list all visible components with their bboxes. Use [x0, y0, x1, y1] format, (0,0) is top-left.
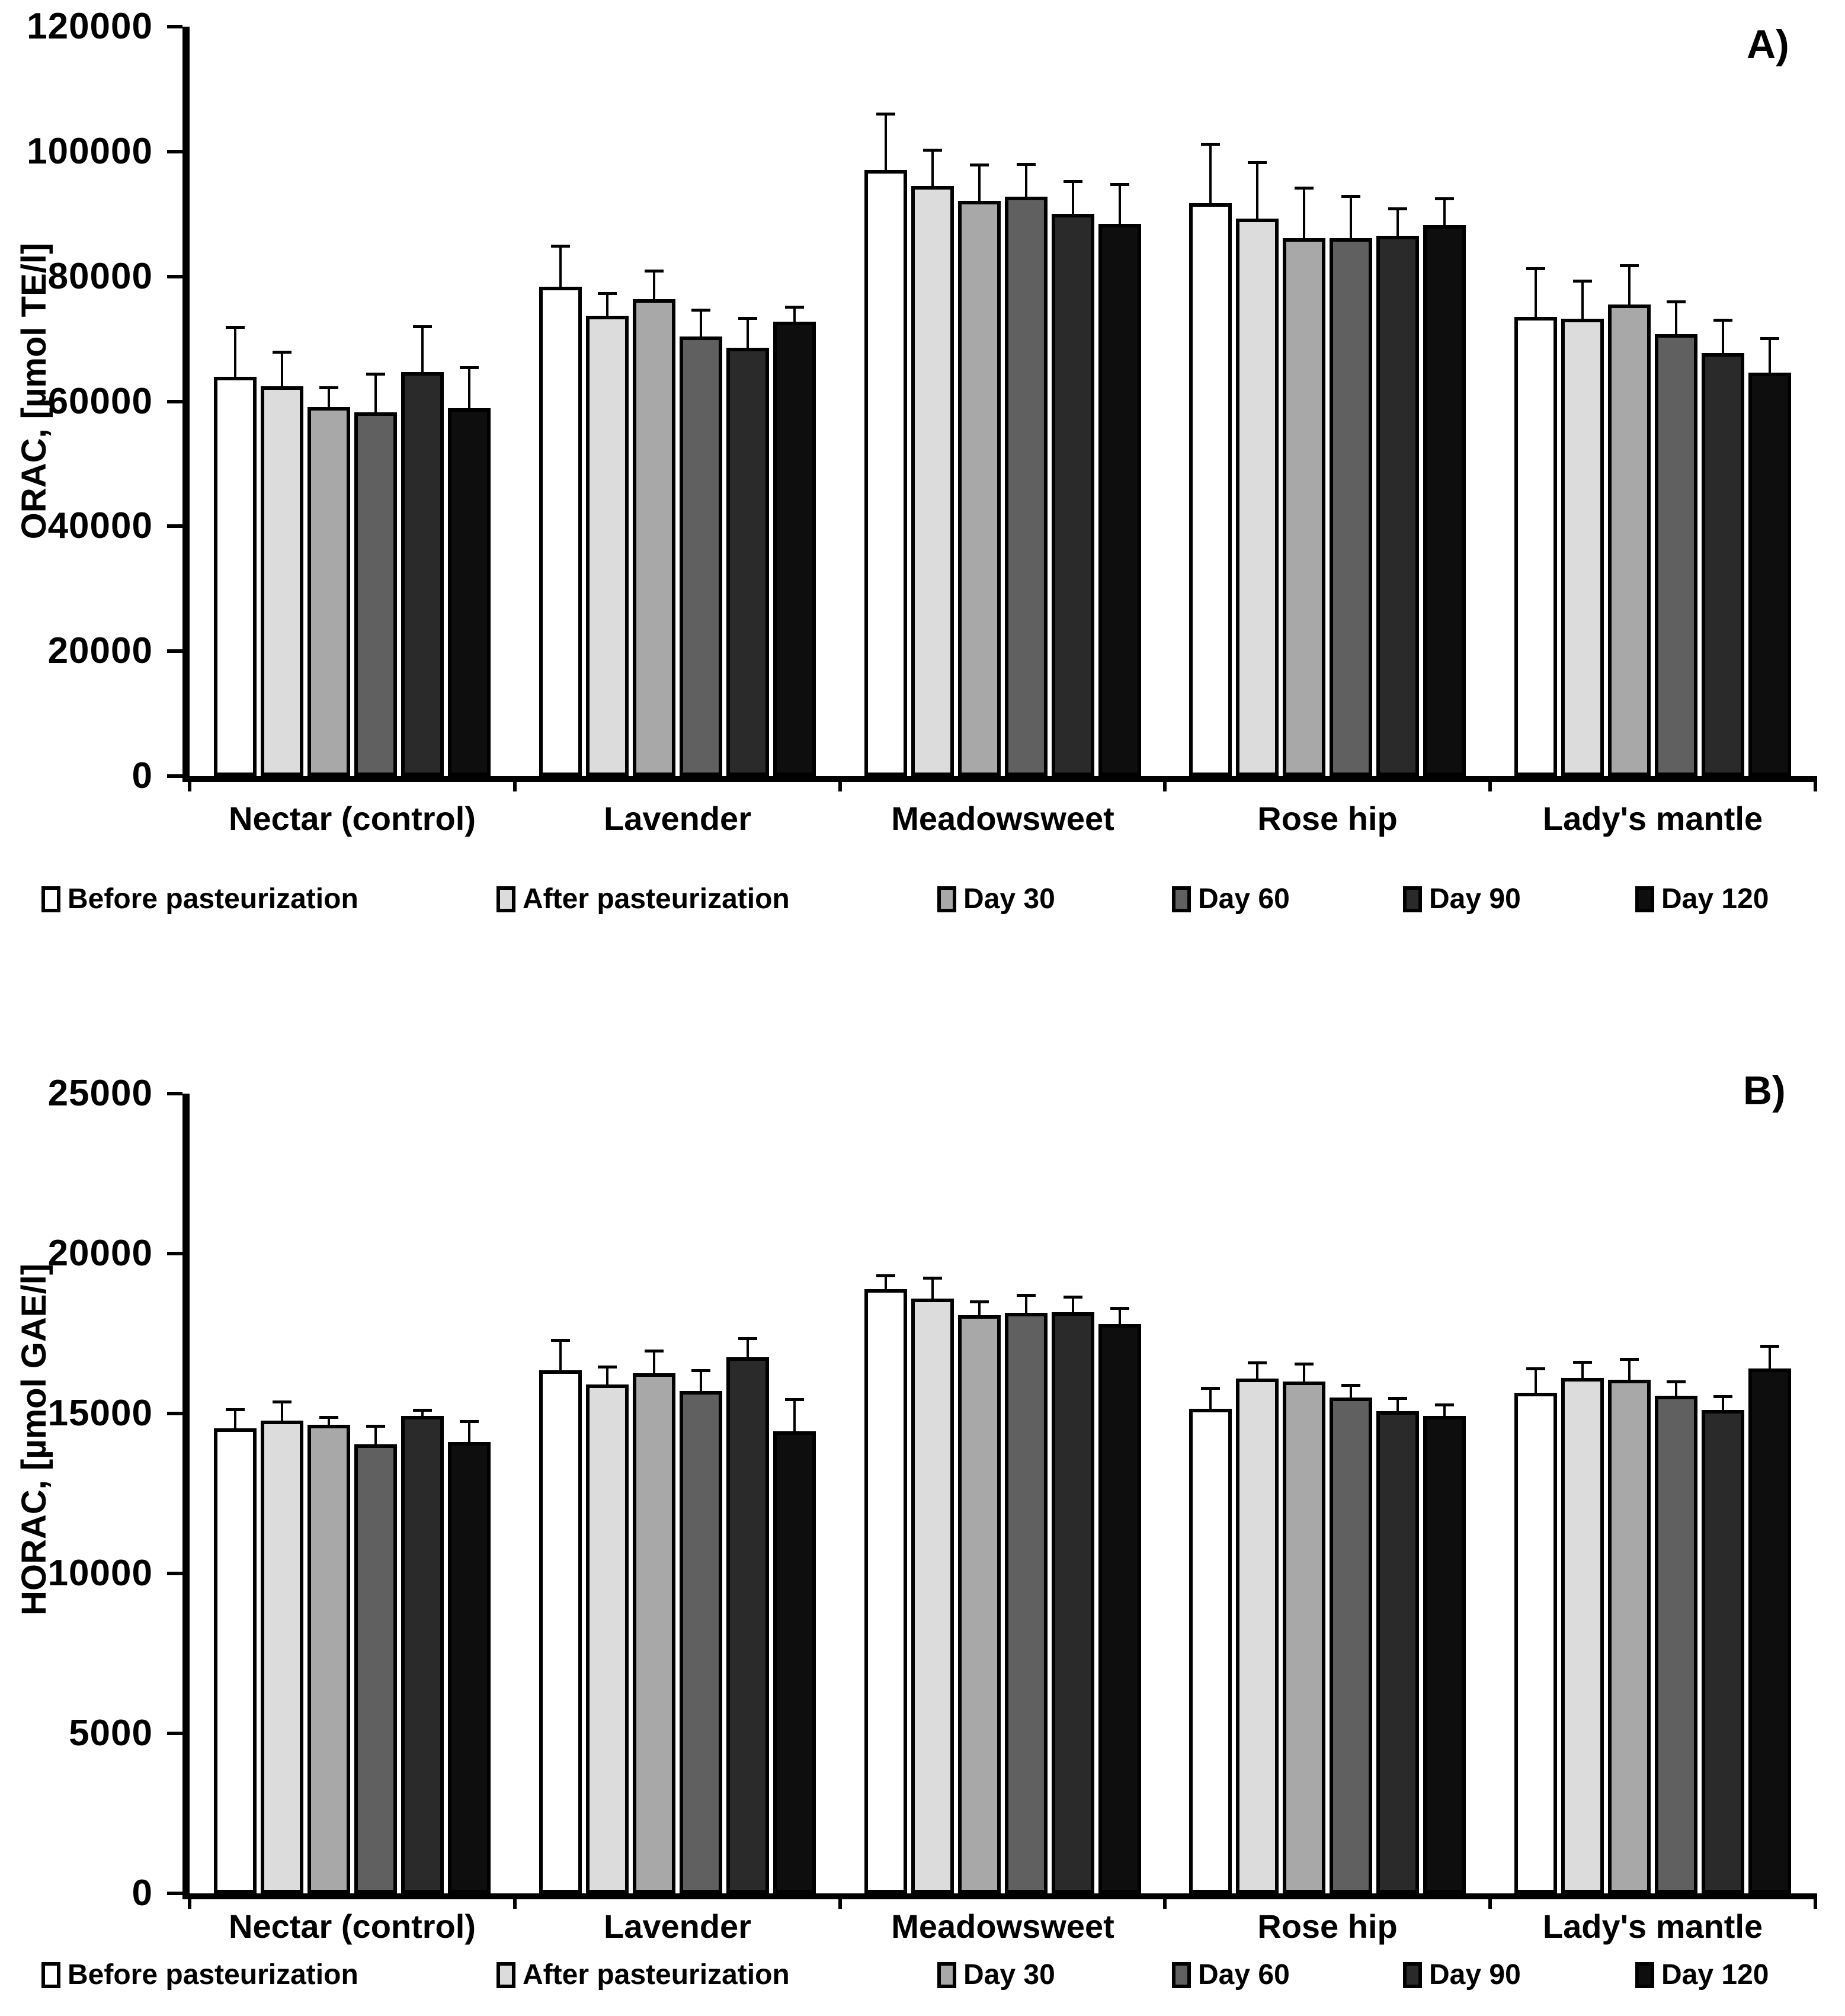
- error-bar: [1303, 1364, 1305, 1382]
- error-bar: [1535, 268, 1537, 317]
- bar-day-120: [1098, 1324, 1141, 1893]
- bar-before-pasteurization: [1189, 1409, 1232, 1893]
- category-label-lady-s-mantle: Lady's mantle: [1542, 1908, 1763, 1945]
- x-tick-mark: [1488, 776, 1492, 791]
- error-bar-cap: [1435, 197, 1454, 200]
- bar-after-pasteurization: [1561, 319, 1604, 776]
- legend-swatch: [497, 886, 515, 912]
- bar-day-120: [1748, 1368, 1791, 1893]
- error-bar-cap: [1620, 1358, 1639, 1361]
- y-tick-mark: [167, 524, 182, 528]
- y-tick-mark: [167, 1732, 182, 1735]
- error-bar-cap: [273, 1400, 292, 1403]
- legend-swatch: [41, 1962, 60, 1988]
- y-tick-label: 0: [132, 755, 153, 796]
- error-bar-cap: [319, 1416, 338, 1419]
- bar-day-30: [1283, 238, 1325, 776]
- error-bar: [468, 367, 470, 408]
- error-bar-cap: [1526, 267, 1545, 270]
- category-label-meadowsweet: Meadowsweet: [891, 1908, 1114, 1945]
- legend-label: Day 120: [1661, 1959, 1769, 1991]
- legend-swatch: [497, 1962, 515, 1988]
- error-bar: [1628, 265, 1631, 305]
- bar-before-pasteurization: [214, 1428, 257, 1893]
- error-bar-cap: [1760, 337, 1779, 340]
- error-bar: [1443, 198, 1446, 225]
- legend-swatch: [1635, 1962, 1654, 1988]
- error-bar-cap: [970, 164, 989, 166]
- x-tick-mark: [1488, 1893, 1492, 1909]
- bar-day-60: [1005, 1313, 1048, 1893]
- error-bar-cap: [1110, 1307, 1129, 1310]
- legend-swatch: [937, 886, 956, 912]
- error-bar: [1675, 1382, 1677, 1396]
- bar-day-30: [1608, 1380, 1651, 1893]
- bar-after-pasteurization: [1236, 1379, 1279, 1893]
- y-tick-mark: [167, 1892, 182, 1895]
- error-bar: [700, 1370, 702, 1391]
- error-bar-cap: [1201, 143, 1220, 146]
- error-bar: [281, 352, 283, 386]
- x-tick-mark: [1814, 1893, 1817, 1909]
- error-bar: [1025, 1295, 1027, 1313]
- bar-day-30: [633, 1373, 675, 1893]
- legend-label: Day 30: [963, 1959, 1055, 1991]
- category-label-lavender: Lavender: [604, 1908, 751, 1945]
- bar-before-pasteurization: [214, 377, 257, 776]
- error-bar-cap: [1064, 1296, 1082, 1299]
- error-bar-cap: [876, 1274, 895, 1277]
- bar-day-60: [1330, 1398, 1372, 1893]
- error-bar: [1209, 144, 1212, 203]
- error-bar: [931, 1278, 934, 1299]
- panel-label-b: B): [1743, 1068, 1786, 1113]
- bar-day-90: [401, 1416, 444, 1893]
- error-bar-cap: [645, 1350, 664, 1352]
- bar-day-60: [680, 336, 722, 776]
- bar-before-pasteurization: [1514, 317, 1557, 776]
- error-bar: [1581, 281, 1584, 319]
- error-bar-cap: [460, 1420, 479, 1423]
- error-bar-cap: [876, 113, 895, 116]
- error-bar-cap: [923, 149, 942, 152]
- bar-day-30: [308, 1425, 350, 1893]
- y-tick-label: 0: [132, 1873, 153, 1914]
- error-bar-cap: [1248, 1361, 1267, 1364]
- y-tick-mark: [167, 774, 182, 778]
- error-bar: [793, 1399, 796, 1431]
- error-bar-cap: [738, 317, 757, 320]
- legend-label: Day 90: [1429, 1959, 1521, 1991]
- bar-day-30: [958, 201, 1001, 776]
- error-bar-cap: [551, 1339, 570, 1342]
- bar-before-pasteurization: [539, 1370, 582, 1893]
- bar-before-pasteurization: [1514, 1393, 1557, 1893]
- error-bar-cap: [738, 1337, 757, 1340]
- error-bar: [1722, 1396, 1724, 1410]
- bar-day-120: [1098, 224, 1141, 776]
- error-bar-cap: [1573, 1361, 1592, 1364]
- bar-before-pasteurization: [1189, 203, 1232, 776]
- error-bar: [328, 387, 330, 407]
- error-bar: [1303, 188, 1305, 238]
- x-tick-mark: [1163, 776, 1167, 791]
- bar-day-30: [308, 407, 350, 776]
- legend-swatch: [1403, 886, 1422, 912]
- bar-day-60: [1655, 334, 1697, 776]
- legend-item-day-60: [1172, 883, 1290, 916]
- legend-item-day-30: [937, 883, 1055, 916]
- legend-swatch: [1172, 1962, 1191, 1988]
- bar-day-90: [401, 372, 444, 776]
- error-bar: [885, 1275, 887, 1289]
- category-label-nectar-control: Nectar (control): [229, 1908, 476, 1945]
- bar-day-120: [1423, 225, 1466, 776]
- y-tick-mark: [167, 649, 182, 653]
- x-tick-mark: [1163, 1893, 1167, 1909]
- y-tick-label: 120000: [27, 6, 153, 47]
- legend-label: After pasteurization: [523, 1959, 790, 1991]
- error-bar-cap: [1295, 187, 1314, 190]
- error-bar-cap: [785, 306, 804, 309]
- x-tick-mark: [838, 776, 842, 791]
- error-bar-cap: [1201, 1387, 1220, 1390]
- error-bar: [559, 246, 562, 287]
- y-axis-title-orac: ORAC, [µmol TE/l]: [15, 242, 53, 540]
- error-bar-cap: [1620, 264, 1639, 267]
- y-axis-title-horac: HORAC, [µmol GAE/l]: [15, 1263, 53, 1616]
- error-bar-cap: [366, 1425, 385, 1428]
- legend-label: Day 60: [1198, 883, 1290, 915]
- error-bar-cap: [923, 1277, 942, 1280]
- legend-label: Before pasteurization: [68, 883, 358, 915]
- error-bar-cap: [1388, 207, 1407, 210]
- x-tick-mark: [513, 776, 517, 791]
- legend-item-after-pasteurization: [497, 883, 790, 916]
- legend-label: Day 120: [1661, 883, 1769, 915]
- error-bar-cap: [1760, 1345, 1779, 1348]
- bar-day-60: [680, 1391, 722, 1893]
- legend-item-day-30: [937, 1959, 1055, 1992]
- error-bar: [1350, 1385, 1352, 1398]
- error-bar-cap: [1110, 183, 1129, 186]
- bar-day-30: [1283, 1382, 1325, 1893]
- legend-item-after-pasteurization: [497, 1959, 790, 1992]
- y-tick-mark: [167, 1572, 182, 1575]
- error-bar-cap: [413, 1409, 432, 1412]
- bar-after-pasteurization: [1236, 219, 1279, 776]
- legend-item-before-pasteurization: [41, 883, 358, 916]
- error-bar-cap: [273, 351, 292, 354]
- error-bar: [747, 1338, 749, 1357]
- error-bar: [1396, 1398, 1399, 1411]
- bar-after-pasteurization: [261, 1421, 303, 1893]
- error-bar-cap: [1017, 1294, 1036, 1297]
- legend-swatch: [41, 886, 60, 912]
- x-tick-mark: [188, 776, 191, 791]
- error-bar-cap: [460, 366, 479, 369]
- y-tick-mark: [167, 25, 182, 28]
- error-bar-cap: [1388, 1397, 1407, 1400]
- legend-label: Day 60: [1198, 1959, 1290, 1991]
- legend-item-before-pasteurization: [41, 1959, 358, 1992]
- y-tick-label: 80000: [47, 256, 153, 297]
- bar-day-60: [354, 412, 397, 776]
- legend-label: Before pasteurization: [68, 1959, 358, 1991]
- bar-day-30: [958, 1315, 1001, 1893]
- error-bar-cap: [1526, 1367, 1545, 1370]
- error-bar: [1722, 320, 1724, 353]
- x-tick-mark: [1814, 776, 1817, 791]
- error-bar-cap: [1341, 195, 1360, 198]
- error-bar: [374, 1426, 377, 1444]
- error-bar: [1675, 302, 1677, 334]
- error-bar: [559, 1340, 562, 1370]
- y-tick-label: 20000: [47, 1233, 153, 1274]
- legend-item-day-60: [1172, 1959, 1290, 1992]
- y-tick-label: 60000: [47, 381, 153, 422]
- error-bar-cap: [1713, 1395, 1732, 1398]
- error-bar: [1396, 209, 1399, 236]
- y-tick-mark: [167, 400, 182, 403]
- y-tick-mark: [167, 150, 182, 153]
- category-label-meadowsweet: Meadowsweet: [891, 800, 1114, 837]
- bar-day-60: [1005, 197, 1048, 776]
- error-bar: [234, 1409, 236, 1428]
- y-tick-label: 15000: [47, 1393, 153, 1434]
- y-tick-label: 100000: [27, 131, 153, 172]
- error-bar: [1769, 1346, 1771, 1368]
- error-bar-cap: [1248, 161, 1267, 164]
- bar-day-90: [1702, 1410, 1744, 1893]
- error-bar: [653, 1351, 655, 1373]
- error-bar-cap: [1064, 180, 1082, 183]
- error-bar: [653, 271, 655, 299]
- error-bar-cap: [598, 1366, 617, 1368]
- bar-after-pasteurization: [586, 316, 629, 776]
- y-tick-label: 10000: [47, 1553, 153, 1594]
- bar-before-pasteurization: [864, 1289, 907, 1893]
- y-tick-label: 25000: [47, 1073, 153, 1114]
- legend-label: After pasteurization: [523, 883, 790, 915]
- bar-before-pasteurization: [864, 170, 907, 776]
- error-bar: [1025, 164, 1027, 197]
- error-bar-cap: [1295, 1363, 1314, 1366]
- bar-day-60: [1330, 238, 1372, 776]
- legend-swatch: [1403, 1962, 1422, 1988]
- error-bar: [606, 293, 608, 316]
- error-bar: [1628, 1359, 1631, 1380]
- legend-label: Day 30: [963, 883, 1055, 915]
- error-bar: [281, 1402, 283, 1421]
- legend-item-day-120: [1635, 1959, 1769, 1992]
- error-bar-cap: [226, 1408, 245, 1411]
- error-bar-cap: [785, 1398, 804, 1401]
- error-bar: [1119, 1308, 1121, 1324]
- error-bar: [468, 1421, 470, 1442]
- error-bar-cap: [1667, 1380, 1686, 1383]
- legend-item-day-120: [1635, 883, 1769, 916]
- legend-swatch: [1172, 886, 1191, 912]
- category-label-rose-hip: Rose hip: [1257, 1908, 1398, 1945]
- y-tick-label: 40000: [47, 505, 153, 546]
- bar-after-pasteurization: [261, 386, 303, 776]
- legend-item-day-90: [1403, 1959, 1521, 1992]
- bar-day-120: [773, 322, 816, 776]
- bar-day-120: [448, 408, 491, 776]
- error-bar-cap: [551, 245, 570, 248]
- bar-day-90: [1376, 1411, 1419, 1893]
- error-bar: [421, 326, 424, 372]
- error-bar: [1072, 181, 1074, 214]
- y-tick-mark: [167, 275, 182, 278]
- error-bar: [931, 150, 934, 186]
- bar-day-90: [1702, 353, 1744, 776]
- bar-day-120: [1423, 1416, 1466, 1893]
- error-bar-cap: [1667, 300, 1686, 303]
- bar-day-30: [1608, 305, 1651, 776]
- bar-day-120: [773, 1431, 816, 1893]
- bar-day-120: [448, 1442, 491, 1893]
- bar-after-pasteurization: [586, 1384, 629, 1893]
- panel-label-a: A): [1747, 22, 1789, 67]
- bar-before-pasteurization: [539, 287, 582, 776]
- error-bar: [1535, 1368, 1537, 1393]
- bar-after-pasteurization: [1561, 1378, 1604, 1893]
- y-tick-label: 5000: [69, 1713, 153, 1754]
- y-tick-mark: [167, 1092, 182, 1095]
- error-bar-cap: [319, 386, 338, 389]
- error-bar: [606, 1367, 608, 1384]
- legend-swatch: [937, 1962, 956, 1988]
- error-bar-cap: [1017, 163, 1036, 166]
- error-bar-cap: [1573, 280, 1592, 283]
- bar-day-90: [726, 348, 769, 776]
- error-bar: [234, 327, 236, 377]
- error-bar: [978, 1302, 981, 1315]
- error-bar: [1350, 196, 1352, 238]
- y-tick-mark: [167, 1252, 182, 1255]
- error-bar: [793, 307, 796, 322]
- error-bar-cap: [970, 1300, 989, 1303]
- x-tick-mark: [513, 1893, 517, 1909]
- error-bar-cap: [1341, 1384, 1360, 1387]
- error-bar-cap: [1435, 1403, 1454, 1406]
- error-bar: [1209, 1388, 1212, 1409]
- x-tick-mark: [838, 1893, 842, 1909]
- bar-after-pasteurization: [911, 1299, 954, 1893]
- bar-day-90: [1052, 214, 1094, 776]
- bar-day-90: [726, 1357, 769, 1893]
- legend-label: Day 90: [1429, 883, 1521, 915]
- bar-day-90: [1376, 236, 1419, 776]
- category-label-nectar-control: Nectar (control): [229, 800, 476, 837]
- error-bar-cap: [645, 270, 664, 273]
- error-bar: [747, 318, 749, 348]
- error-bar-cap: [226, 326, 245, 329]
- error-bar-cap: [598, 292, 617, 295]
- bar-day-60: [1655, 1396, 1697, 1893]
- category-label-lady-s-mantle: Lady's mantle: [1542, 800, 1763, 837]
- bar-after-pasteurization: [911, 186, 954, 776]
- error-bar: [1581, 1362, 1584, 1378]
- bar-day-120: [1748, 373, 1791, 776]
- error-bar: [700, 310, 702, 336]
- error-bar: [1256, 1363, 1258, 1379]
- error-bar: [1119, 184, 1121, 224]
- x-tick-mark: [188, 1893, 191, 1909]
- legend-item-day-90: [1403, 883, 1521, 916]
- error-bar: [1256, 162, 1258, 219]
- error-bar: [1072, 1297, 1074, 1312]
- legend-swatch: [1635, 886, 1654, 912]
- error-bar-cap: [413, 325, 432, 328]
- error-bar: [885, 114, 887, 170]
- y-tick-label: 20000: [47, 630, 153, 671]
- bar-day-60: [354, 1444, 397, 1893]
- category-label-rose-hip: Rose hip: [1257, 800, 1398, 837]
- error-bar: [374, 374, 377, 412]
- bar-day-30: [633, 299, 675, 776]
- y-tick-mark: [167, 1412, 182, 1415]
- error-bar: [978, 165, 981, 201]
- error-bar-cap: [366, 373, 385, 376]
- error-bar: [1769, 338, 1771, 373]
- category-label-lavender: Lavender: [604, 800, 751, 837]
- bar-day-90: [1052, 1312, 1094, 1893]
- error-bar-cap: [691, 1369, 710, 1372]
- error-bar-cap: [691, 309, 710, 312]
- error-bar-cap: [1713, 319, 1732, 322]
